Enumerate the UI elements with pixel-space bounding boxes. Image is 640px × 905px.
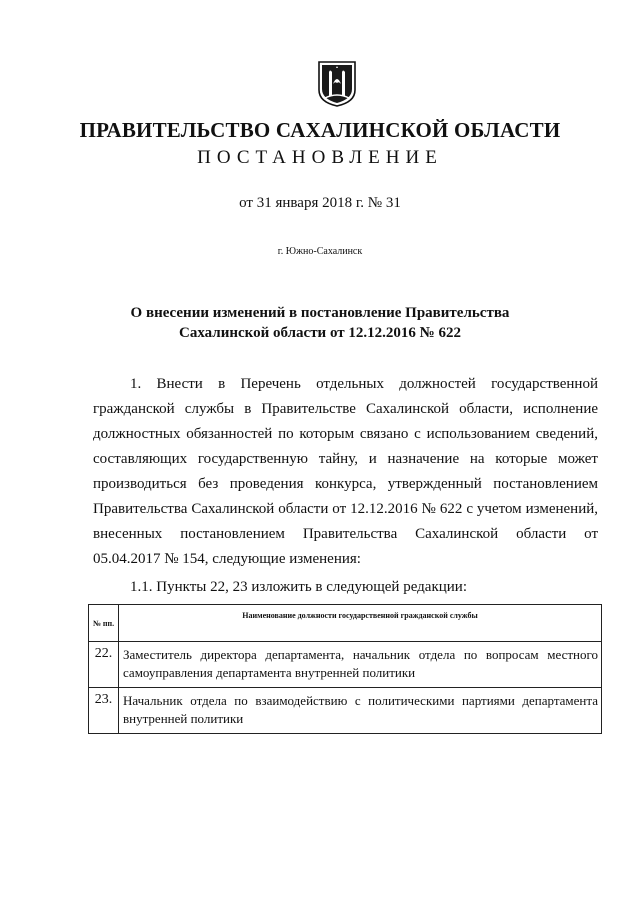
positions-table bbox=[88, 604, 602, 734]
document-date-number: от 31 января 2018 г. № 31 bbox=[239, 195, 401, 211]
row-number: 23. bbox=[89, 688, 119, 734]
document-type: ПОСТАНОВЛЕНИЕ bbox=[197, 147, 443, 168]
row-position-name: Начальник отдела по взаимодействию с политическими партиями департамента внутренней политики bbox=[119, 688, 602, 734]
row-number: 22. bbox=[89, 642, 119, 688]
table-row bbox=[89, 688, 602, 734]
column-header-number: № пп. bbox=[89, 605, 119, 642]
paragraph-1-1: 1.1. Пункты 22, 23 изложить в следующей редакции: bbox=[130, 579, 467, 595]
document-subject: О внесении изменений в постановление Правительства Сахалинской области от 12.12.2016 № 622 bbox=[130, 305, 510, 341]
table-header-row bbox=[89, 605, 602, 642]
column-header-position: Наименование должности государственной гражданской службы bbox=[119, 605, 602, 642]
document-city: г. Южно-Сахалинск bbox=[277, 246, 363, 257]
paragraph-1: 1. Внести в Перечень отдельных должностей государственной гражданской службы в Правительстве Сахалинской области, исполнение должностных обязанностей по которым связано с использованием сведений, составляющих государственную тайну, и назначение на которые может производиться без проведения конкурса, утвержденный постановлением Правительства Сахалинской области от 12.12.2016 № 622 с учетом изменений, внесенных постановлением Правительства Сахалинской области от 05.04.2017 № 154, следующие изменения: bbox=[93, 376, 598, 567]
government-title: ПРАВИТЕЛЬСТВО САХАЛИНСКОЙ ОБЛАСТИ bbox=[79, 118, 561, 142]
row-position-name: Заместитель директора департамента, начальник отдела по вопросам местного самоуправления департамента внутренней политики bbox=[119, 642, 602, 688]
coat-of-arms-icon bbox=[317, 60, 357, 108]
table-row bbox=[89, 642, 602, 688]
